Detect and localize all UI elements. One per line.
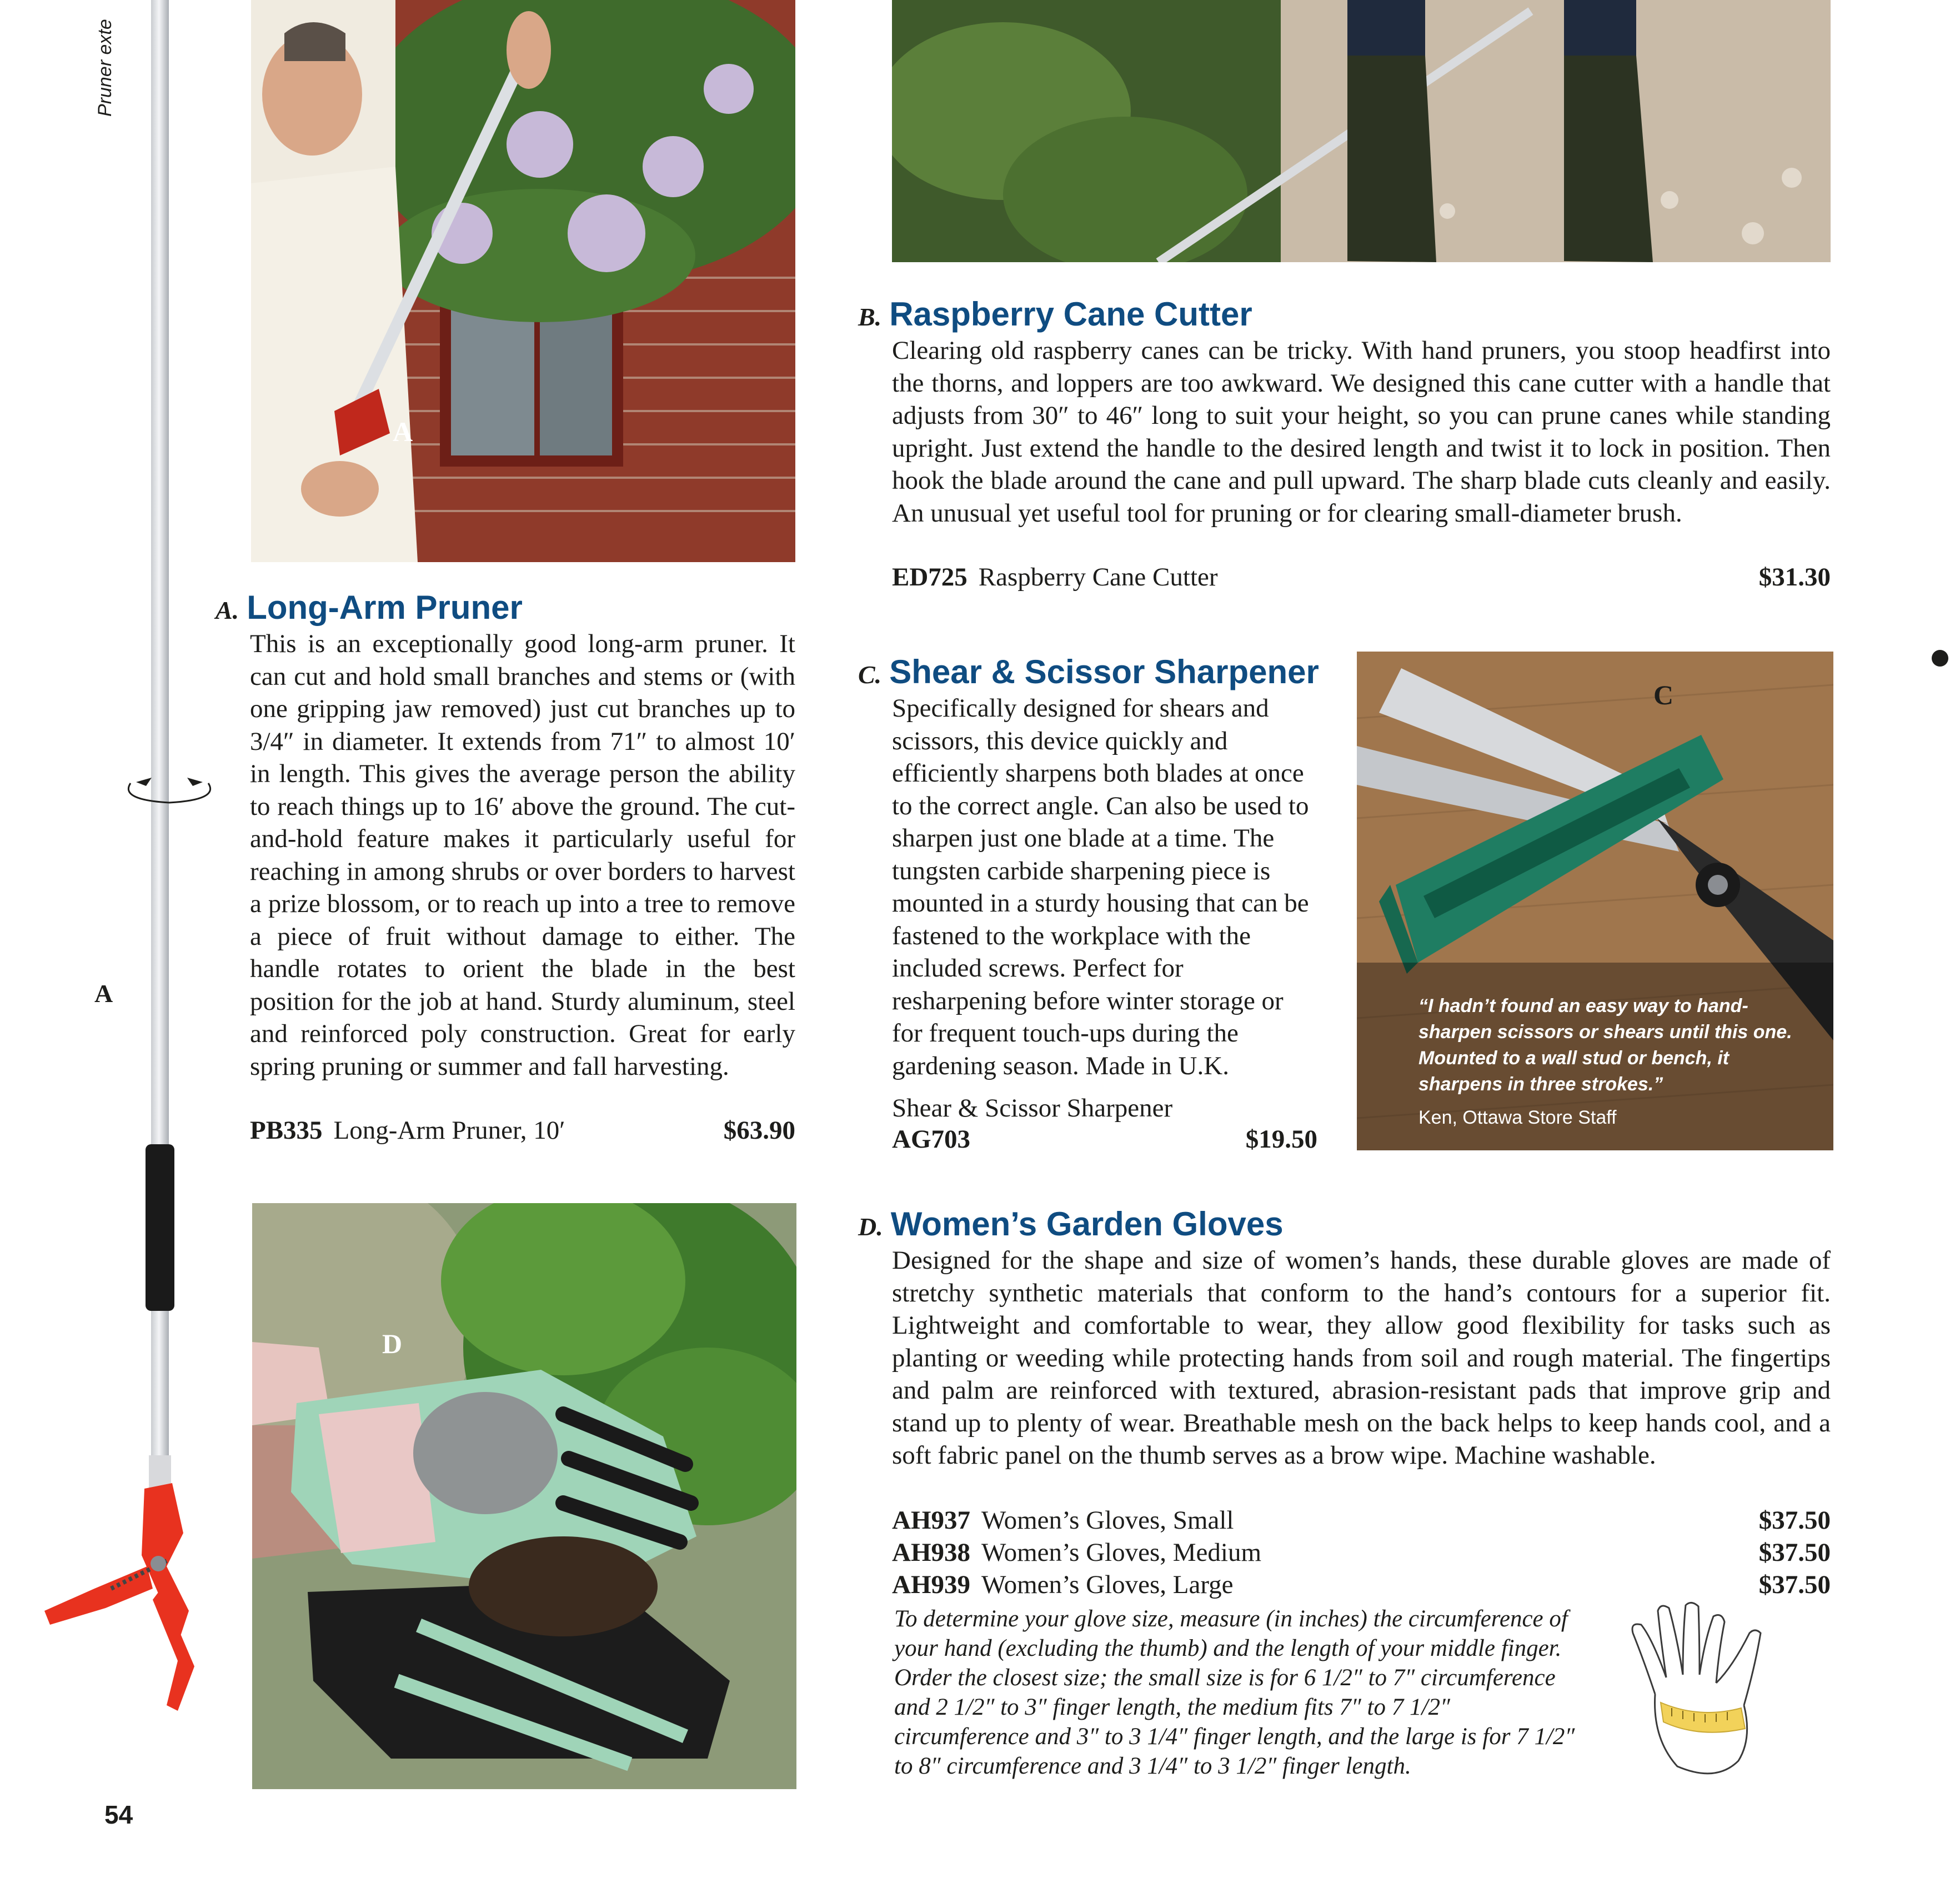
product-c-heading	[858, 652, 1319, 695]
product-c-item-name: Shear & Scissor Sharpener	[892, 1094, 1173, 1123]
product-c-price: $19.50	[1245, 1125, 1317, 1154]
product-b-description: Clearing old raspberry canes can be tricky. With hand pruners, you stoop headfirst into the thorns, and loppers are too awkward. We designed this cane cutter with a handle that adjusts from 30″ to 46″ long to suit your height, so you can prune canes while standing upright. Just extend the handle to the desired length and twist it to lock in position. Then hook the blade around the cane and pull upward. The sharp blade cuts cleanly and easily. An unusual yet useful tool for pruning or for clearing small-diameter brush.	[892, 336, 1831, 528]
product-d-name-medium: Women’s Gloves, Medium	[981, 1538, 1262, 1567]
quote-attribution: Ken, Ottawa Store Staff	[1418, 1107, 1617, 1128]
product-d-item-row-medium	[892, 1536, 1831, 1569]
customer-quote: “I hadn’t found an easy way to hand-sharpen scissors or shears until this one. Mounted to a wall stud or bench, it sharpens in three strokes.”	[1418, 995, 1792, 1095]
product-c-item-row	[892, 1123, 1317, 1156]
photo-letter-d: D	[382, 1328, 403, 1359]
product-d-sku-large: AH939	[892, 1570, 970, 1599]
product-d-title: Women’s Garden Gloves	[890, 1205, 1284, 1243]
product-c-description: Specifically designed for shears and scissors, this device quickly and efficiently sharpens both blades at once to the correct angle. Can also be used to sharpen just one blade at a time. The tungsten carbide sharpening piece is mounted in a sturdy housing that can be fastened to the workplace with the included screws. Perfect for resharpening before winter storage or for frequent touch-ups during the gardening season. Made in U.K.	[892, 694, 1309, 1080]
raspberry-cane-cutter-photo	[892, 0, 1831, 262]
pruner-image-letter: A	[94, 979, 113, 1008]
product-d-item-row-small	[892, 1504, 1831, 1537]
product-b-sku: ED725	[892, 563, 968, 592]
product-d-sku-small: AH937	[892, 1506, 970, 1535]
product-d-price-large: $37.50	[1758, 1570, 1831, 1599]
womens-garden-gloves-photo	[252, 1203, 796, 1789]
product-d-item-row-large	[892, 1569, 1831, 1601]
product-a-item-name: Long-Arm Pruner, 10′	[333, 1116, 565, 1145]
photo-letter-c: C	[1653, 679, 1674, 710]
hand-measure-illustration	[1622, 1600, 1788, 1789]
margin-dot	[1932, 650, 1948, 667]
product-c-letter: C.	[858, 660, 882, 689]
product-a-letter: A.	[215, 596, 239, 624]
product-c-title: Shear & Scissor Sharpener	[889, 653, 1319, 690]
product-b-letter: B.	[858, 303, 882, 331]
product-d-description: Designed for the shape and size of women’s hands, these durable gloves are made of stretchy synthetic materials that conform to the hand’s contours for a superior fit. Lightweight and comfortable to wear, they allow good flexibility for tasks such as planting or weeding while protecting hands from soil and rough material. The fingertips and palm are reinforced with textured, abrasion-resistant pads that improve grip and stand up to plenty of wear. Breathable mesh on the back helps to keep hands cool, and a soft fabric panel on the thumb serves as a brow wipe. Machine washable.	[892, 1246, 1831, 1470]
product-d-name-large: Women’s Gloves, Large	[981, 1570, 1234, 1599]
product-a-sku: PB335	[250, 1116, 323, 1145]
product-a-price: $63.90	[723, 1116, 795, 1145]
product-d-letter: D.	[858, 1213, 883, 1241]
product-a-item-row	[250, 1114, 795, 1147]
rotation-arrows-icon	[119, 767, 219, 811]
side-caption: Pruner exte	[94, 19, 116, 117]
product-b-title: Raspberry Cane Cutter	[889, 296, 1252, 333]
product-a-description: This is an exceptionally good long-arm pruner. It can cut and hold small branches and stems or (with one gripping jaw removed) just cut branches up to 3/4″ in diameter. It extends from 71″ to almost 10′ in length. This gives the average person the ability to reach things up to 16′ above the ground. The cut-and-hold feature makes it particularly useful for reaching in among shrubs or over borders to harvest a prize blossom, or to reach up into a tree to remove a piece of fruit without damage to either. The handle rotates to orient the blade in the best position for the job at hand. Sturdy aluminum, steel and reinforced poly construction. Great for early spring pruning or summer and fall harvesting.	[250, 629, 795, 1081]
photo-letter-a: A	[393, 416, 413, 447]
product-d-name-small: Women’s Gloves, Small	[981, 1506, 1234, 1535]
long-arm-pruner-photo	[251, 0, 795, 562]
product-a-title: Long-Arm Pruner	[247, 589, 523, 626]
glove-size-note: To determine your glove size, measure (in inches) the circumference of your hand (excluding the thumb) and the length of your middle finger. Order the closest size; the small size is for 6 1/2″ to 7″ circumference and 2 1/2″ to 3″ finger length, the medium fits 7″ to 7 1/2″ circumference and 3″ to 3 1/4″ finger length, and the large is for 7 1/2″ to 8″ circumference and 3 1/4″ to 3 1/2″ finger length.	[894, 1606, 1575, 1779]
product-d-price-medium: $37.50	[1758, 1538, 1831, 1567]
product-b-heading	[858, 294, 1252, 337]
page-number: 54	[104, 1800, 133, 1829]
product-b-item-name: Raspberry Cane Cutter	[978, 563, 1218, 592]
product-d-heading	[858, 1204, 1284, 1247]
pruner-product-image	[28, 0, 244, 1733]
product-b-price: $31.30	[1758, 563, 1831, 592]
product-a-heading	[215, 588, 523, 630]
product-d-price-small: $37.50	[1758, 1506, 1831, 1535]
product-b-item-row	[892, 561, 1831, 594]
product-d-sku-medium: AH938	[892, 1538, 970, 1567]
product-c-sku: AG703	[892, 1125, 970, 1154]
